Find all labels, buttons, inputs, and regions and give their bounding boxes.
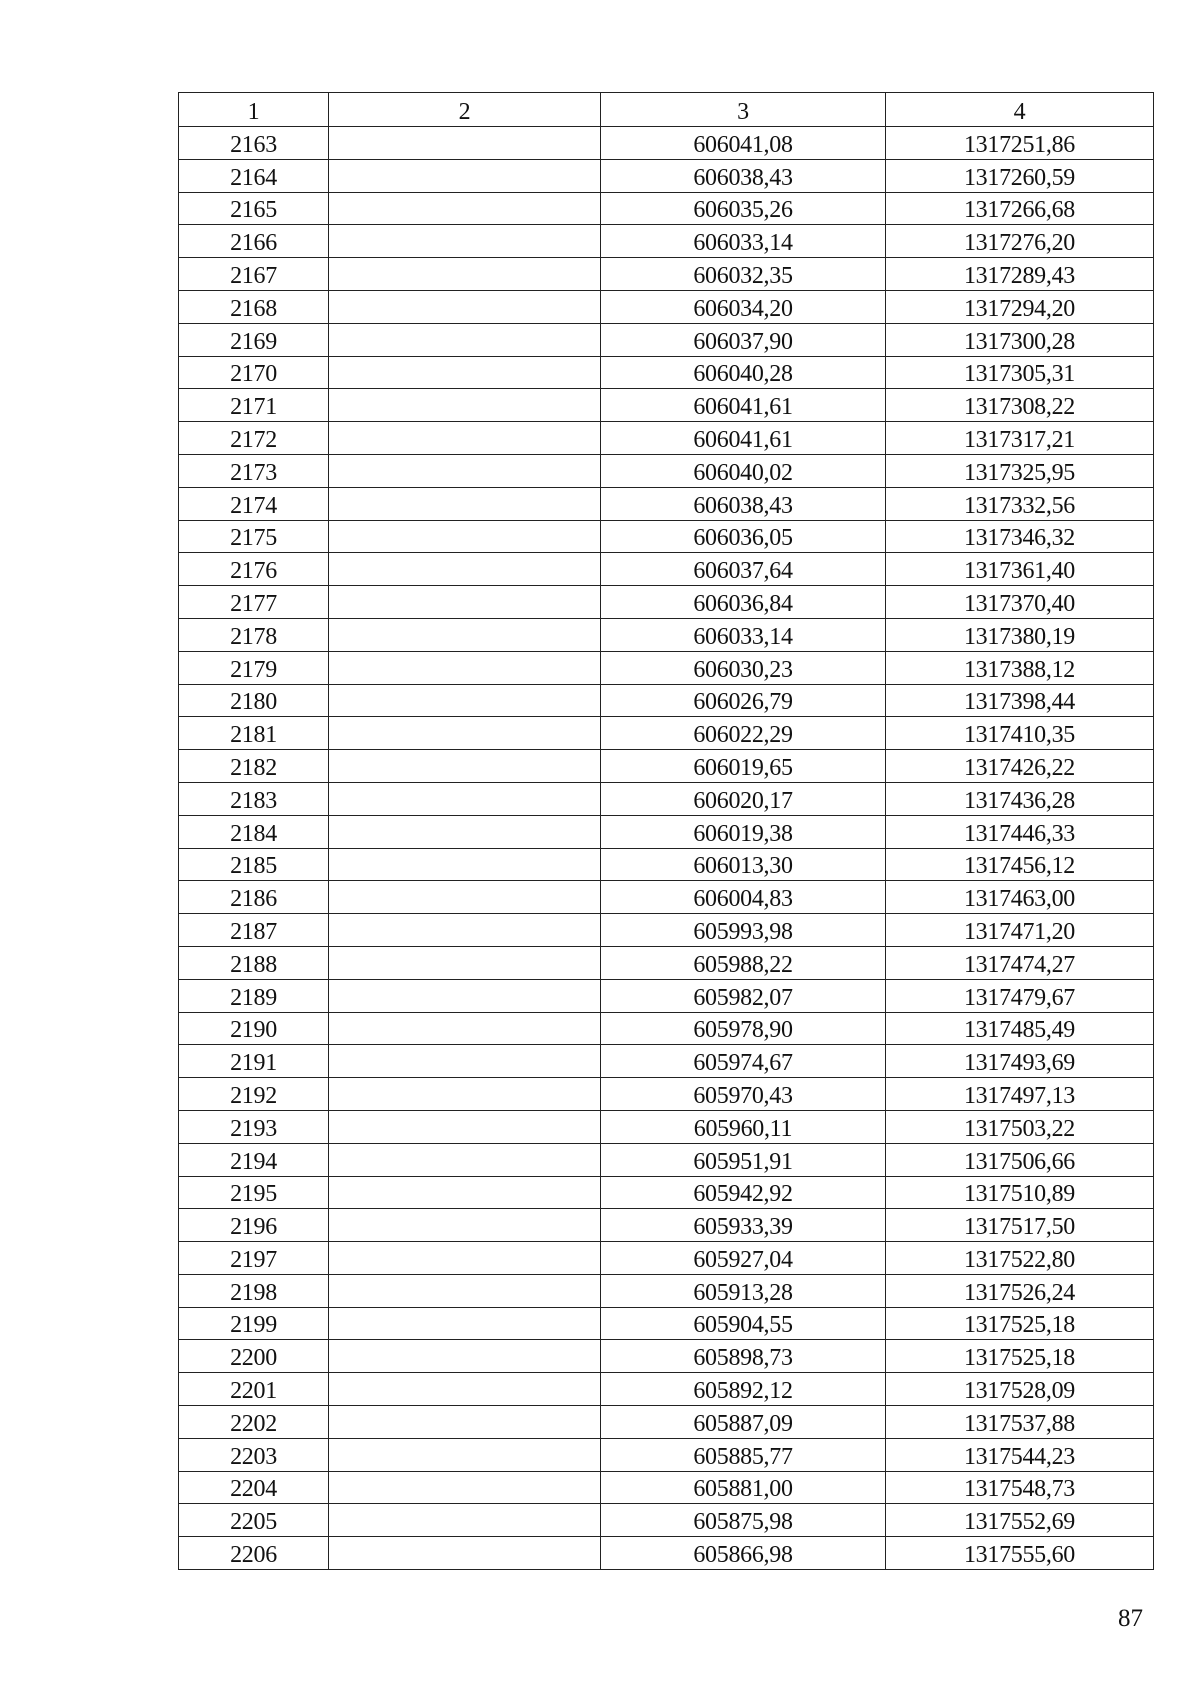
table-cell-col-4: 1317325,95 — [886, 454, 1154, 487]
table-cell-col-2 — [329, 914, 601, 947]
table-row — [179, 750, 1154, 783]
table-row — [179, 815, 1154, 848]
table-cell-col-2 — [329, 127, 601, 160]
table-cell-col-1: 2182 — [179, 750, 329, 783]
table-row — [179, 127, 1154, 160]
table-cell-col-4: 1317410,35 — [886, 717, 1154, 750]
table-cell-col-3: 606041,61 — [601, 422, 886, 455]
table-cell-col-1: 2169 — [179, 323, 329, 356]
table-cell-col-3: 606040,28 — [601, 356, 886, 389]
table-cell-col-4: 1317525,18 — [886, 1340, 1154, 1373]
table-cell-col-1: 2167 — [179, 258, 329, 291]
table-cell-col-2 — [329, 1110, 601, 1143]
table-cell-col-4: 1317471,20 — [886, 914, 1154, 947]
table-cell-col-4: 1317503,22 — [886, 1110, 1154, 1143]
table-row — [179, 651, 1154, 684]
table-cell-col-1: 2181 — [179, 717, 329, 750]
table-cell-col-3: 606004,83 — [601, 881, 886, 914]
table-cell-col-4: 1317506,66 — [886, 1143, 1154, 1176]
table-cell-col-1: 2171 — [179, 389, 329, 422]
table-cell-col-3: 606013,30 — [601, 848, 886, 881]
table-row — [179, 225, 1154, 258]
table-cell-col-4: 1317346,32 — [886, 520, 1154, 553]
table-cell-col-2 — [329, 1373, 601, 1406]
table-row — [179, 1176, 1154, 1209]
table-cell-col-2 — [329, 782, 601, 815]
table-row — [179, 553, 1154, 586]
table-cell-col-4: 1317497,13 — [886, 1078, 1154, 1111]
table-cell-col-1: 2200 — [179, 1340, 329, 1373]
table-row — [179, 1307, 1154, 1340]
table-row — [179, 618, 1154, 651]
table-row — [179, 1340, 1154, 1373]
table-cell-col-1: 2197 — [179, 1242, 329, 1275]
table-cell-col-2 — [329, 1406, 601, 1439]
table-cell-col-3: 606030,23 — [601, 651, 886, 684]
column-header-4: 4 — [886, 93, 1154, 127]
table-cell-col-4: 1317436,28 — [886, 782, 1154, 815]
table-cell-col-4: 1317525,18 — [886, 1307, 1154, 1340]
table-cell-col-2 — [329, 356, 601, 389]
table-cell-col-3: 606038,43 — [601, 159, 886, 192]
table-cell-col-3: 605887,09 — [601, 1406, 886, 1439]
table-cell-col-2 — [329, 1242, 601, 1275]
table-cell-col-4: 1317485,49 — [886, 1012, 1154, 1045]
table-cell-col-2 — [329, 1340, 601, 1373]
table-cell-col-2 — [329, 1438, 601, 1471]
column-header-2: 2 — [329, 93, 601, 127]
table-cell-col-3: 606022,29 — [601, 717, 886, 750]
table-cell-col-3: 605993,98 — [601, 914, 886, 947]
table-cell-col-2 — [329, 225, 601, 258]
table-cell-col-1: 2195 — [179, 1176, 329, 1209]
table-cell-col-3: 606033,14 — [601, 618, 886, 651]
table-cell-col-2 — [329, 881, 601, 914]
table-row — [179, 258, 1154, 291]
table-row — [179, 520, 1154, 553]
table-cell-col-4: 1317289,43 — [886, 258, 1154, 291]
table-cell-col-1: 2177 — [179, 586, 329, 619]
table-cell-col-3: 605913,28 — [601, 1274, 886, 1307]
table-body — [179, 127, 1154, 1570]
table-cell-col-2 — [329, 848, 601, 881]
table-cell-col-1: 2183 — [179, 782, 329, 815]
table-cell-col-1: 2205 — [179, 1504, 329, 1537]
table-cell-col-3: 605942,92 — [601, 1176, 886, 1209]
table-row — [179, 1143, 1154, 1176]
table-cell-col-1: 2187 — [179, 914, 329, 947]
table-cell-col-1: 2196 — [179, 1209, 329, 1242]
table-cell-col-2 — [329, 815, 601, 848]
table-cell-col-2 — [329, 290, 601, 323]
table-cell-col-2 — [329, 684, 601, 717]
table-cell-col-2 — [329, 750, 601, 783]
table-cell-col-4: 1317537,88 — [886, 1406, 1154, 1439]
table-cell-col-1: 2172 — [179, 422, 329, 455]
table-row — [179, 1012, 1154, 1045]
table-cell-col-4: 1317300,28 — [886, 323, 1154, 356]
table-cell-col-2 — [329, 422, 601, 455]
table-cell-col-3: 605875,98 — [601, 1504, 886, 1537]
table-cell-col-1: 2166 — [179, 225, 329, 258]
table-row — [179, 979, 1154, 1012]
table-cell-col-3: 605904,55 — [601, 1307, 886, 1340]
table-cell-col-2 — [329, 1537, 601, 1570]
table-cell-col-2 — [329, 1045, 601, 1078]
table-cell-col-1: 2189 — [179, 979, 329, 1012]
table-cell-col-4: 1317528,09 — [886, 1373, 1154, 1406]
table-row — [179, 192, 1154, 225]
table-cell-col-1: 2188 — [179, 946, 329, 979]
table-row — [179, 782, 1154, 815]
table-row — [179, 1078, 1154, 1111]
table-cell-col-4: 1317308,22 — [886, 389, 1154, 422]
table-cell-col-3: 605960,11 — [601, 1110, 886, 1143]
table-cell-col-3: 605892,12 — [601, 1373, 886, 1406]
table-cell-col-3: 605933,39 — [601, 1209, 886, 1242]
table-cell-col-2 — [329, 1471, 601, 1504]
table-cell-col-1: 2179 — [179, 651, 329, 684]
table-cell-col-1: 2184 — [179, 815, 329, 848]
table-cell-col-1: 2202 — [179, 1406, 329, 1439]
table-cell-col-2 — [329, 192, 601, 225]
table-cell-col-1: 2192 — [179, 1078, 329, 1111]
table-cell-col-3: 606041,61 — [601, 389, 886, 422]
table-cell-col-2 — [329, 389, 601, 422]
table-cell-col-3: 605927,04 — [601, 1242, 886, 1275]
table-cell-col-4: 1317398,44 — [886, 684, 1154, 717]
table-cell-col-1: 2201 — [179, 1373, 329, 1406]
table-cell-col-1: 2175 — [179, 520, 329, 553]
table-cell-col-4: 1317276,20 — [886, 225, 1154, 258]
page-number: 87 — [1118, 1605, 1143, 1632]
table-cell-col-4: 1317260,59 — [886, 159, 1154, 192]
table-cell-col-3: 606040,02 — [601, 454, 886, 487]
table-cell-col-4: 1317426,22 — [886, 750, 1154, 783]
table-cell-col-2 — [329, 946, 601, 979]
table-cell-col-4: 1317361,40 — [886, 553, 1154, 586]
table-row — [179, 717, 1154, 750]
table-cell-col-1: 2199 — [179, 1307, 329, 1340]
table-cell-col-1: 2198 — [179, 1274, 329, 1307]
table-cell-col-4: 1317493,69 — [886, 1045, 1154, 1078]
table-cell-col-4: 1317522,80 — [886, 1242, 1154, 1275]
table-cell-col-2 — [329, 258, 601, 291]
table-cell-col-3: 606034,20 — [601, 290, 886, 323]
table-cell-col-3: 606041,08 — [601, 127, 886, 160]
table-cell-col-3: 605978,90 — [601, 1012, 886, 1045]
table-cell-col-1: 2165 — [179, 192, 329, 225]
table-cell-col-2 — [329, 618, 601, 651]
table-cell-col-4: 1317510,89 — [886, 1176, 1154, 1209]
column-header-1: 1 — [179, 93, 329, 127]
table-cell-col-3: 606037,64 — [601, 553, 886, 586]
table-row — [179, 323, 1154, 356]
table-row — [179, 1471, 1154, 1504]
table-cell-col-3: 605982,07 — [601, 979, 886, 1012]
table-cell-col-2 — [329, 520, 601, 553]
table-cell-col-1: 2194 — [179, 1143, 329, 1176]
table-cell-col-4: 1317380,19 — [886, 618, 1154, 651]
table-row — [179, 1438, 1154, 1471]
table-row — [179, 356, 1154, 389]
table-cell-col-1: 2174 — [179, 487, 329, 520]
table-cell-col-4: 1317544,23 — [886, 1438, 1154, 1471]
table-cell-col-2 — [329, 717, 601, 750]
table-cell-col-2 — [329, 1209, 601, 1242]
table-cell-col-2 — [329, 1078, 601, 1111]
table-row — [179, 1110, 1154, 1143]
table-cell-col-2 — [329, 1012, 601, 1045]
table-cell-col-1: 2180 — [179, 684, 329, 717]
table-cell-col-3: 606035,26 — [601, 192, 886, 225]
table-row — [179, 914, 1154, 947]
table-cell-col-4: 1317370,40 — [886, 586, 1154, 619]
table-cell-col-3: 606038,43 — [601, 487, 886, 520]
table-row — [179, 1242, 1154, 1275]
table-cell-col-1: 2204 — [179, 1471, 329, 1504]
table-cell-col-3: 605951,91 — [601, 1143, 886, 1176]
table-cell-col-4: 1317266,68 — [886, 192, 1154, 225]
table-cell-col-3: 605988,22 — [601, 946, 886, 979]
table-cell-col-3: 605970,43 — [601, 1078, 886, 1111]
table-row — [179, 1504, 1154, 1537]
table-cell-col-4: 1317251,86 — [886, 127, 1154, 160]
table-cell-col-3: 606032,35 — [601, 258, 886, 291]
table-cell-col-1: 2190 — [179, 1012, 329, 1045]
table-cell-col-4: 1317479,67 — [886, 979, 1154, 1012]
table-row — [179, 389, 1154, 422]
table-cell-col-3: 606033,14 — [601, 225, 886, 258]
table-cell-col-4: 1317456,12 — [886, 848, 1154, 881]
table-cell-col-2 — [329, 454, 601, 487]
table-row — [179, 586, 1154, 619]
table-cell-col-4: 1317555,60 — [886, 1537, 1154, 1570]
table-cell-col-3: 606020,17 — [601, 782, 886, 815]
table-cell-col-4: 1317317,21 — [886, 422, 1154, 455]
table-cell-col-4: 1317526,24 — [886, 1274, 1154, 1307]
table-row — [179, 159, 1154, 192]
table-cell-col-1: 2176 — [179, 553, 329, 586]
table-cell-col-1: 2193 — [179, 1110, 329, 1143]
table-cell-col-3: 605974,67 — [601, 1045, 886, 1078]
table-row — [179, 487, 1154, 520]
table-row — [179, 848, 1154, 881]
table-cell-col-1: 2163 — [179, 127, 329, 160]
table-cell-col-3: 605866,98 — [601, 1537, 886, 1570]
table-cell-col-3: 606026,79 — [601, 684, 886, 717]
table-row — [179, 881, 1154, 914]
table-cell-col-4: 1317463,00 — [886, 881, 1154, 914]
table-cell-col-2 — [329, 1143, 601, 1176]
table-cell-col-4: 1317294,20 — [886, 290, 1154, 323]
table-cell-col-1: 2170 — [179, 356, 329, 389]
table-cell-col-1: 2164 — [179, 159, 329, 192]
table-cell-col-2 — [329, 586, 601, 619]
table-row — [179, 290, 1154, 323]
table-row — [179, 1209, 1154, 1242]
table-row — [179, 422, 1154, 455]
table-row — [179, 1045, 1154, 1078]
table-cell-col-1: 2173 — [179, 454, 329, 487]
table-cell-col-2 — [329, 487, 601, 520]
table-cell-col-1: 2203 — [179, 1438, 329, 1471]
table-cell-col-3: 605885,77 — [601, 1438, 886, 1471]
table-cell-col-2 — [329, 979, 601, 1012]
table-cell-col-4: 1317446,33 — [886, 815, 1154, 848]
table-header-row — [179, 93, 1154, 127]
table-cell-col-2 — [329, 1504, 601, 1537]
table-cell-col-4: 1317332,56 — [886, 487, 1154, 520]
table-row — [179, 946, 1154, 979]
coordinates-table — [178, 92, 1154, 1570]
table-cell-col-1: 2191 — [179, 1045, 329, 1078]
column-header-3: 3 — [601, 93, 886, 127]
table-cell-col-2 — [329, 1176, 601, 1209]
table-cell-col-4: 1317548,73 — [886, 1471, 1154, 1504]
table-cell-col-3: 606019,65 — [601, 750, 886, 783]
table-cell-col-4: 1317552,69 — [886, 1504, 1154, 1537]
table-cell-col-1: 2185 — [179, 848, 329, 881]
table-cell-col-2 — [329, 1307, 601, 1340]
table-row — [179, 1373, 1154, 1406]
table-cell-col-3: 606036,84 — [601, 586, 886, 619]
table-cell-col-2 — [329, 651, 601, 684]
table-cell-col-4: 1317305,31 — [886, 356, 1154, 389]
table-cell-col-1: 2178 — [179, 618, 329, 651]
table-cell-col-1: 2168 — [179, 290, 329, 323]
table-cell-col-1: 2206 — [179, 1537, 329, 1570]
table-cell-col-2 — [329, 1274, 601, 1307]
table-row — [179, 1537, 1154, 1570]
table-row — [179, 1406, 1154, 1439]
table-cell-col-3: 606036,05 — [601, 520, 886, 553]
table-cell-col-2 — [329, 159, 601, 192]
table-row — [179, 1274, 1154, 1307]
table-cell-col-3: 605898,73 — [601, 1340, 886, 1373]
table-row — [179, 454, 1154, 487]
table-cell-col-1: 2186 — [179, 881, 329, 914]
table-cell-col-3: 605881,00 — [601, 1471, 886, 1504]
table-cell-col-2 — [329, 553, 601, 586]
table-cell-col-4: 1317388,12 — [886, 651, 1154, 684]
table-cell-col-4: 1317474,27 — [886, 946, 1154, 979]
table-cell-col-2 — [329, 323, 601, 356]
table-cell-col-4: 1317517,50 — [886, 1209, 1154, 1242]
table-row — [179, 684, 1154, 717]
table-cell-col-3: 606037,90 — [601, 323, 886, 356]
table-cell-col-3: 606019,38 — [601, 815, 886, 848]
